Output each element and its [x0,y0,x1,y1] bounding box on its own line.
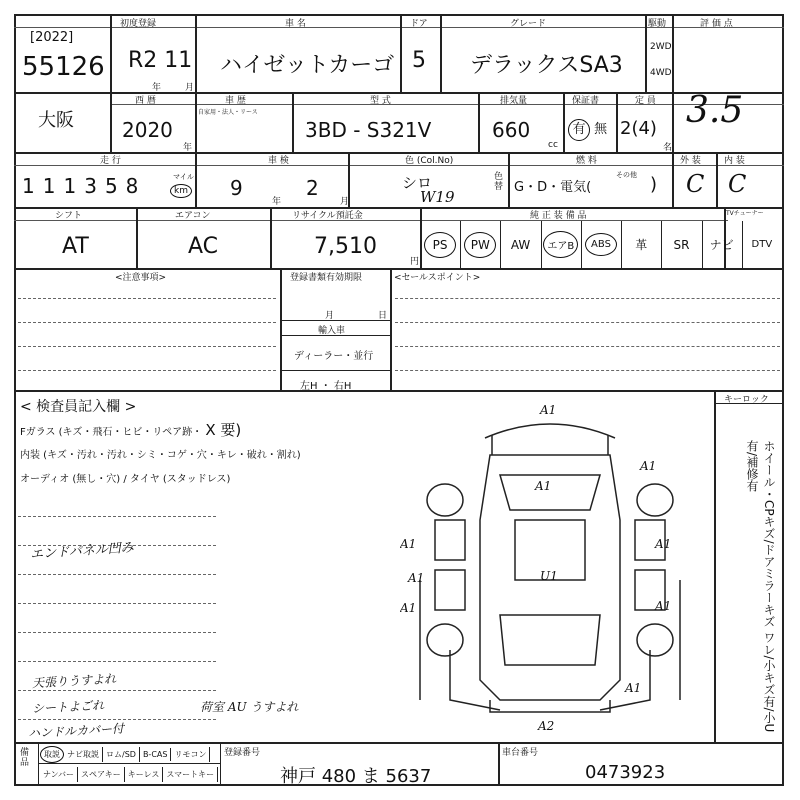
warranty-values [568,118,607,141]
caution-line [18,322,276,323]
equipment-item-label: ABS [585,233,617,256]
warranty-yes: 有 [568,119,590,141]
model-year: 2020 [122,118,173,142]
color: シロ [402,174,433,192]
tuner-label: TVチューナー [726,210,764,217]
inspector-line [18,661,216,662]
interior-label: 内 装 [724,156,745,166]
equip-items-row2 [40,767,218,783]
mileage-unit-mile: マイル [173,173,194,181]
equipment-item-label: SR [673,237,690,252]
caution-line [18,370,276,371]
inspection-year-unit: 年 [272,197,282,207]
shift: AT [62,234,89,259]
inspector-bottom [14,742,784,744]
color-change-label: 色替 [494,172,504,192]
windshield-mark: X 要) [205,421,242,439]
first-reg-month-unit: 月 [185,83,195,93]
keylock-label: キーロック [724,395,769,405]
first-reg-label: 初度登録 [120,19,157,29]
notes-div2 [390,268,392,390]
diagram-mark-right-fender: A1 [640,459,657,473]
sales-line [395,370,780,371]
recycle-label: リサイクル預託金 [292,211,363,221]
side-notes: ホイール・CPキズ/ドアミラーキズ ワレ/小キズ有/小U有/補修有 [745,440,776,733]
plate-label: 登録番号 [224,748,261,758]
warranty-label: 保証書 [572,96,600,106]
inspector-line [18,516,216,517]
equipment-item-label: DTV [751,239,773,250]
r1-div2 [195,14,197,92]
accessory-item: ナンバー [40,767,78,782]
audio-tire-line: オーディオ (無し・穴) / タイヤ (スタッドレス) [20,474,231,485]
r1-div4 [440,14,442,92]
handwritten-cargo: 荷室 AU うすよれ [200,700,299,714]
chassis-label: 車台番号 [502,748,539,758]
diagram-mark-left-front: A1 [400,537,417,551]
footer-div1 [220,742,221,784]
recycle-unit: 円 [410,257,420,267]
footer-div2 [498,742,500,784]
fuel-options: G・D・電気( [514,180,592,195]
color-code: W19 [420,188,455,206]
fuel-other: その他 [616,171,637,179]
sales-line [395,322,780,323]
reg-day: 日 [378,311,388,321]
equipment-item-label: PS [424,232,456,258]
displacement-unit: cc [548,140,558,150]
equipment-divider [460,221,461,268]
model-code-label: 型 式 [370,96,391,106]
wheel-fl-shape [427,484,463,516]
diagram-mark-roof: U1 [540,569,558,583]
r3-div1 [195,152,197,207]
r2-div5 [563,92,565,152]
windshield-line [20,419,241,440]
score-label: 評 価 点 [700,19,733,29]
equipment-item [742,221,782,268]
import-label: 輸入車 [318,326,346,336]
frame-right [782,14,784,786]
r2-div3 [292,92,294,152]
equipment-item [460,221,500,268]
model-year-unit: 年 [183,143,193,153]
front-bumper-shape [485,424,615,438]
handwritten-end-panel: エンドパネル凹み [29,540,135,563]
handwritten-roof: 天張りうすよれ [31,671,117,691]
car-diagram [400,400,700,740]
r3-div5 [716,152,718,207]
grade: デラックスSA3 [470,53,623,78]
shift-label: シフト [55,211,83,221]
r3-div4 [672,152,674,207]
r2-div6 [616,92,618,152]
equipment-divider [702,221,703,268]
mileage-digit: 3 [84,174,97,198]
drive-2wd: 2WD [650,42,672,52]
region: 大阪 [38,110,74,131]
r2-div4 [478,92,480,152]
notes-hline3 [280,370,390,371]
inspector-line [18,603,216,604]
notes-bottom [14,390,784,392]
chassis-number: 0473923 [585,762,666,783]
accessory-item: 取説 [40,746,64,763]
equipment-divider [621,221,622,268]
lot-number: 55126 [22,52,105,82]
r2-div2 [195,92,197,152]
accessory-item: スマートキー [163,767,218,782]
r2-div1 [110,92,112,152]
equipment-item [621,221,661,268]
capacity-label: 定 員 [635,96,656,106]
first-registration: R2 11 [128,48,193,73]
reg-month: 月 [325,311,335,321]
equipment-item-label: AW [510,237,531,252]
inspection-month-unit: 月 [340,197,350,207]
handwritten-seat: シートよごれ [31,698,105,716]
footer-hline [38,763,220,764]
model-code: 3BD - S321V [305,118,432,142]
drive-label: 駆動 [648,19,667,29]
year-tag: [2022] [30,30,74,45]
notes-div1 [280,268,282,390]
equipment-item-label: ナビ [709,238,734,252]
r1-div1 [110,14,112,92]
mileage [22,174,138,198]
diagram-mark-front: A1 [540,403,557,417]
accessory-item: ナビ取説 [64,747,103,762]
keylock-div [714,390,716,742]
caution-line [18,298,276,299]
diagram-mark-right-quarter: A1 [625,681,642,695]
r1-div6 [672,14,674,152]
air-conditioner: AC [188,234,219,259]
row1-bottom [14,92,784,94]
equipment-item [541,221,581,268]
doors-label: ドア [410,19,428,29]
mileage-digit: 1 [22,174,35,198]
drive-4wd: 4WD [650,68,672,78]
r4-div1 [136,207,138,268]
equipment-list [420,221,782,268]
diagram-mark-hood: A1 [535,479,552,493]
diagram-mark-left-mid: A1 [408,571,425,585]
equip-label: 備 品 [20,748,30,768]
inspector-title: < 検査員記入欄 > [20,399,137,415]
mileage-digit: 1 [42,174,56,198]
equipment-divider [742,221,743,268]
equipment-divider [581,221,582,268]
accessory-item: B-CAS [140,748,172,761]
car-name: ハイゼットカーゴ [220,53,395,78]
row2-label-line [110,104,784,105]
windshield-text: Fガラス (キズ・飛石・ヒビ・リペア跡・ [20,427,203,438]
accessory-item: スペアキー [78,767,125,782]
door-count: 5 [412,48,426,73]
equipment-item [702,221,742,268]
inspection-label: 車 検 [268,156,289,166]
rear-bumper-shape [490,700,610,712]
inspector-line [18,574,216,575]
color-label: 色 (Col.No) [405,156,454,166]
inspection-year: 9 [230,176,243,200]
equipment-item [661,221,701,268]
r1-div3 [400,14,402,92]
mileage-digit: 5 [104,174,118,198]
frame-left [14,14,16,786]
exterior-label: 外 装 [680,156,701,166]
wheel-fr-shape [637,484,673,516]
reg-expiry-label: 登録書類有効期限 [290,273,363,283]
score: 3.5 [686,90,744,131]
sales-line [395,346,780,347]
diagram-mark-rear: A2 [538,719,555,733]
equip-items-row1 [40,746,210,762]
equipment-label: 純 正 装 備 品 [530,211,587,221]
accessory-item: リモコン [171,747,210,762]
accessory-item: ロム/SD [103,747,140,762]
displacement-label: 排気量 [500,96,528,106]
history-label: 車 歴 [225,96,246,106]
diagram-mark-left-rear: A1 [400,601,417,615]
mileage-unit-km: km [170,184,192,198]
row3-bottom [14,207,784,209]
rear-window-shape [500,615,600,665]
fuel-close-paren: ) [650,174,658,195]
row3-label-line [14,165,784,166]
equipment-item [581,221,621,268]
interior-grade: C [728,170,747,198]
mileage-label: 走 行 [100,156,121,166]
year-label: 西 暦 [135,96,156,106]
r3-div3 [508,152,510,207]
caution-label: <注意事項> [115,273,167,283]
equipment-item-label: エアB [543,231,578,258]
mileage-digit: 8 [125,174,139,198]
warranty-no: 無 [594,122,608,137]
handwritten-handle: ハンドルカバー付 [27,721,125,741]
notes-hline1 [280,320,390,321]
left-front-door-shape [435,520,465,560]
inspector-line [18,632,216,633]
equipment-divider [500,221,501,268]
accessory-item: キーレス [125,767,164,782]
caution-line [18,346,276,347]
recycle-fee: 7,510 [314,234,377,259]
wheel-rr-shape [637,624,673,656]
car-name-label: 車 名 [285,19,306,29]
diagram-mark-right-front: A1 [655,537,672,551]
equipment-item [500,221,540,268]
capacity-unit: 名 [663,143,673,153]
r4-div2 [270,207,272,268]
ac-label: エアコン [175,211,211,221]
exterior-grade: C [686,170,705,198]
equipment-item [420,221,460,268]
grade-label: グレード [510,19,547,29]
equipment-divider [661,221,662,268]
first-reg-year-unit: 年 [152,83,162,93]
equipment-divider [541,221,542,268]
left-rear-door-shape [435,570,465,610]
sales-line [395,298,780,299]
dealer-parallel: ディーラー・並行 [294,351,374,362]
equipment-item-label: PW [464,232,496,258]
equipment-item-label: 革 [635,238,648,252]
r1-div5 [645,14,647,92]
history-note: 自家用・法人・リース [198,109,258,116]
sales-point-label: <セールスポイント> [394,273,481,283]
capacity: 2(4) [620,118,657,139]
wheel-rl-shape [427,624,463,656]
diagram-mark-right-rear: A1 [655,599,672,613]
inspection-month: 2 [306,176,319,200]
displacement: 660 [492,118,531,142]
mileage-digit: 1 [63,174,77,198]
handle-side: 左H ・ 右H [300,381,352,392]
interior-line: 内装 (キズ・汚れ・汚れ・シミ・コゲ・穴・キレ・破れ・割れ) [20,450,301,461]
fuel-label: 燃 料 [576,156,597,166]
plate-number: 神戸 480 ま 5637 [280,766,432,787]
